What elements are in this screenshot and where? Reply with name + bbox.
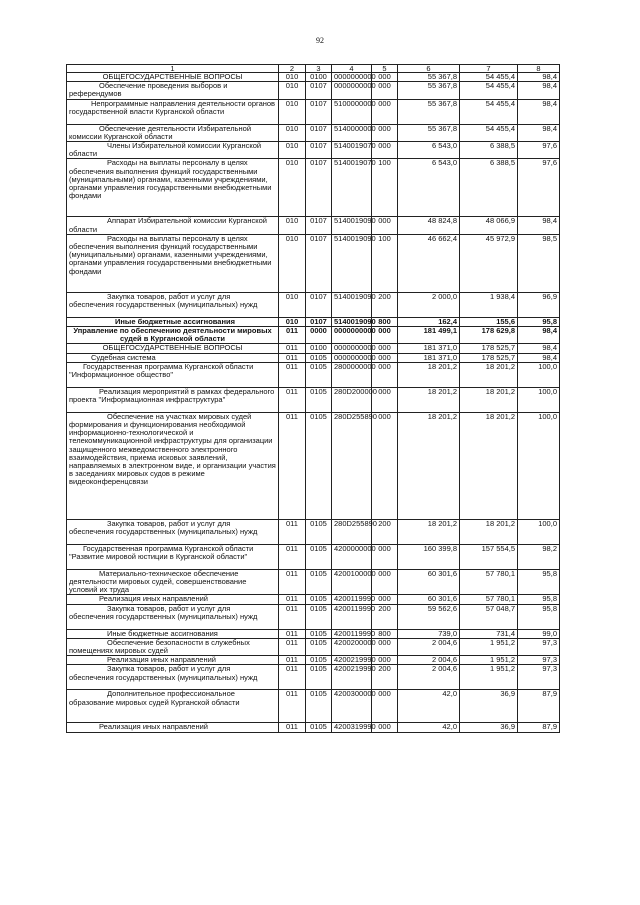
row-type-cell: 000 bbox=[372, 544, 398, 569]
table-row bbox=[67, 362, 560, 387]
row-plan-cell: 18 201,2 bbox=[398, 362, 460, 387]
row-target-cell: 0000000000 bbox=[332, 73, 372, 82]
row-type-cell: 000 bbox=[372, 82, 398, 99]
row-section-cell: 0107 bbox=[306, 124, 332, 141]
row-type-cell: 000 bbox=[372, 327, 398, 344]
row-percent-cell: 100,0 bbox=[518, 387, 560, 412]
table-row bbox=[67, 159, 560, 217]
row-percent-cell: 99,0 bbox=[518, 629, 560, 638]
row-section-cell: 0000 bbox=[306, 327, 332, 344]
row-actual-cell: 1 938,4 bbox=[460, 292, 518, 317]
row-section-cell: 0105 bbox=[306, 604, 332, 629]
row-target-cell: 4200200000 bbox=[332, 638, 372, 655]
row-target-cell: 4200100000 bbox=[332, 569, 372, 595]
row-plan-cell: 55 367,8 bbox=[398, 124, 460, 141]
page-number: 92 bbox=[316, 36, 324, 45]
row-plan-cell: 181 371,0 bbox=[398, 344, 460, 353]
table-row bbox=[67, 353, 560, 362]
table-row bbox=[67, 665, 560, 690]
table-row bbox=[67, 234, 560, 292]
column-header: 1 bbox=[67, 65, 279, 73]
row-type-cell: 000 bbox=[372, 73, 398, 82]
row-actual-cell: 36,9 bbox=[460, 723, 518, 732]
row-actual-cell: 18 201,2 bbox=[460, 412, 518, 519]
row-plan-cell: 739,0 bbox=[398, 629, 460, 638]
row-target-cell: 0000000000 bbox=[332, 344, 372, 353]
row-percent-cell: 98,5 bbox=[518, 234, 560, 292]
row-plan-cell: 46 662,4 bbox=[398, 234, 460, 292]
table-row bbox=[67, 292, 560, 317]
row-actual-cell: 54 455,4 bbox=[460, 124, 518, 141]
row-section-cell: 0105 bbox=[306, 723, 332, 732]
row-section-cell: 0105 bbox=[306, 665, 332, 690]
row-type-cell: 000 bbox=[372, 595, 398, 604]
row-name-cell: Обеспечение на участках мировых судей формирования и функционирования необходимой информационно-технологической и телекоммуникационной инфраструктуры для организации защищенного межведомственного электронного взаимодействия, приема исковых заявлений, направляемых в электронном виде, и организации участия в заседаниях мировых судов в режиме видеоконференцсвязи bbox=[67, 412, 279, 519]
row-plan-cell: 162,4 bbox=[398, 317, 460, 326]
row-target-cell: 2800000000 bbox=[332, 362, 372, 387]
row-actual-cell: 57 780,1 bbox=[460, 569, 518, 595]
table-row bbox=[67, 595, 560, 604]
row-section-cell: 0107 bbox=[306, 82, 332, 99]
row-actual-cell: 57 780,1 bbox=[460, 595, 518, 604]
row-percent-cell: 100,0 bbox=[518, 412, 560, 519]
row-percent-cell: 95,8 bbox=[518, 595, 560, 604]
row-code-cell: 011 bbox=[279, 544, 306, 569]
row-target-cell: 5140019090 bbox=[332, 292, 372, 317]
row-section-cell: 0100 bbox=[306, 73, 332, 82]
row-actual-cell: 155,6 bbox=[460, 317, 518, 326]
row-plan-cell: 18 201,2 bbox=[398, 387, 460, 412]
row-plan-cell: 160 399,8 bbox=[398, 544, 460, 569]
row-target-cell: 4200319990 bbox=[332, 723, 372, 732]
row-plan-cell: 55 367,8 bbox=[398, 73, 460, 82]
row-percent-cell: 98,4 bbox=[518, 217, 560, 234]
row-plan-cell: 42,0 bbox=[398, 723, 460, 732]
row-target-cell: 280D255890 bbox=[332, 412, 372, 519]
column-header: 4 bbox=[332, 65, 372, 73]
row-name-cell: Иные бюджетные ассигнования bbox=[67, 317, 279, 326]
row-code-cell: 010 bbox=[279, 124, 306, 141]
row-code-cell: 010 bbox=[279, 292, 306, 317]
row-type-cell: 200 bbox=[372, 519, 398, 544]
row-percent-cell: 95,8 bbox=[518, 317, 560, 326]
row-actual-cell: 6 388,5 bbox=[460, 142, 518, 159]
row-name-cell: Закупка товаров, работ и услуг для обеспечения государственных (муниципальных) нужд bbox=[67, 665, 279, 690]
row-name-cell: Реализация иных направлений bbox=[67, 595, 279, 604]
row-name-cell: ОБЩЕГОСУДАРСТВЕННЫЕ ВОПРОСЫ bbox=[67, 344, 279, 353]
row-code-cell: 011 bbox=[279, 656, 306, 665]
row-target-cell: 5140019090 bbox=[332, 317, 372, 326]
row-type-cell: 000 bbox=[372, 690, 398, 723]
row-name-cell: Обеспечение деятельности Избирательной комиссии Курганской области bbox=[67, 124, 279, 141]
row-code-cell: 011 bbox=[279, 387, 306, 412]
row-actual-cell: 48 066,9 bbox=[460, 217, 518, 234]
row-type-cell: 000 bbox=[372, 344, 398, 353]
row-name-cell: Иные бюджетные ассигнования bbox=[67, 629, 279, 638]
row-actual-cell: 18 201,2 bbox=[460, 362, 518, 387]
row-code-cell: 011 bbox=[279, 353, 306, 362]
table-row bbox=[67, 412, 560, 519]
table-row bbox=[67, 99, 560, 124]
row-percent-cell: 97,3 bbox=[518, 665, 560, 690]
row-section-cell: 0107 bbox=[306, 159, 332, 217]
row-percent-cell: 98,2 bbox=[518, 544, 560, 569]
table-row bbox=[67, 569, 560, 595]
row-actual-cell: 18 201,2 bbox=[460, 519, 518, 544]
row-code-cell: 011 bbox=[279, 690, 306, 723]
row-percent-cell: 98,4 bbox=[518, 99, 560, 124]
row-plan-cell: 18 201,2 bbox=[398, 412, 460, 519]
row-name-cell: Управление по обеспечению деятельности мировых судей в Курганской области bbox=[67, 327, 279, 344]
row-type-cell: 200 bbox=[372, 604, 398, 629]
row-type-cell: 000 bbox=[372, 142, 398, 159]
row-percent-cell: 97,6 bbox=[518, 159, 560, 217]
row-code-cell: 011 bbox=[279, 519, 306, 544]
row-percent-cell: 97,3 bbox=[518, 638, 560, 655]
row-section-cell: 0107 bbox=[306, 217, 332, 234]
row-code-cell: 011 bbox=[279, 638, 306, 655]
row-actual-cell: 6 388,5 bbox=[460, 159, 518, 217]
row-plan-cell: 59 562,6 bbox=[398, 604, 460, 629]
row-actual-cell: 1 951,2 bbox=[460, 665, 518, 690]
row-section-cell: 0107 bbox=[306, 99, 332, 124]
row-section-cell: 0105 bbox=[306, 690, 332, 723]
row-code-cell: 011 bbox=[279, 327, 306, 344]
row-target-cell: 4200119990 bbox=[332, 595, 372, 604]
row-target-cell: 4200219990 bbox=[332, 665, 372, 690]
row-type-cell: 100 bbox=[372, 234, 398, 292]
row-name-cell: Закупка товаров, работ и услуг для обеспечения государственных (муниципальных) нужд bbox=[67, 292, 279, 317]
table-row bbox=[67, 604, 560, 629]
row-type-cell: 200 bbox=[372, 665, 398, 690]
row-name-cell: Материально-техническое обеспечение деятельности мировых судей, совершенствование условий их труда bbox=[67, 569, 279, 595]
row-type-cell: 000 bbox=[372, 124, 398, 141]
row-target-cell: 5140019090 bbox=[332, 234, 372, 292]
row-percent-cell: 98,4 bbox=[518, 344, 560, 353]
row-target-cell: 0000000000 bbox=[332, 82, 372, 99]
row-actual-cell: 54 455,4 bbox=[460, 73, 518, 82]
row-target-cell: 280D255890 bbox=[332, 519, 372, 544]
row-target-cell: 4200219990 bbox=[332, 656, 372, 665]
row-section-cell: 0100 bbox=[306, 344, 332, 353]
row-plan-cell: 60 301,6 bbox=[398, 595, 460, 604]
row-actual-cell: 45 972,9 bbox=[460, 234, 518, 292]
column-header: 6 bbox=[398, 65, 460, 73]
row-code-cell: 011 bbox=[279, 629, 306, 638]
row-code-cell: 010 bbox=[279, 142, 306, 159]
row-section-cell: 0105 bbox=[306, 544, 332, 569]
row-code-cell: 011 bbox=[279, 595, 306, 604]
row-target-cell: 5100000000 bbox=[332, 99, 372, 124]
row-section-cell: 0107 bbox=[306, 142, 332, 159]
row-percent-cell: 100,0 bbox=[518, 362, 560, 387]
table-row bbox=[67, 142, 560, 159]
table-row bbox=[67, 544, 560, 569]
row-actual-cell: 1 951,2 bbox=[460, 638, 518, 655]
row-target-cell: 0000000000 bbox=[332, 353, 372, 362]
row-code-cell: 010 bbox=[279, 317, 306, 326]
row-section-cell: 0105 bbox=[306, 519, 332, 544]
row-actual-cell: 178 525,7 bbox=[460, 344, 518, 353]
row-code-cell: 011 bbox=[279, 723, 306, 732]
column-header: 8 bbox=[518, 65, 560, 73]
row-section-cell: 0105 bbox=[306, 595, 332, 604]
row-name-cell: Аппарат Избирательной комиссии Курганской области bbox=[67, 217, 279, 234]
row-section-cell: 0105 bbox=[306, 353, 332, 362]
row-plan-cell: 181 499,1 bbox=[398, 327, 460, 344]
table-row bbox=[67, 82, 560, 99]
row-percent-cell: 100,0 bbox=[518, 519, 560, 544]
row-code-cell: 011 bbox=[279, 604, 306, 629]
row-percent-cell: 97,3 bbox=[518, 656, 560, 665]
row-name-cell: Государственная программа Курганской области "Информационное общество" bbox=[67, 362, 279, 387]
row-actual-cell: 57 048,7 bbox=[460, 604, 518, 629]
row-percent-cell: 95,8 bbox=[518, 604, 560, 629]
row-percent-cell: 87,9 bbox=[518, 723, 560, 732]
row-target-cell: 5140019090 bbox=[332, 217, 372, 234]
row-plan-cell: 2 004,6 bbox=[398, 656, 460, 665]
row-actual-cell: 54 455,4 bbox=[460, 99, 518, 124]
row-code-cell: 010 bbox=[279, 217, 306, 234]
row-name-cell: Дополнительное профессиональное образование мировых судей Курганской области bbox=[67, 690, 279, 723]
table-row bbox=[67, 690, 560, 723]
row-plan-cell: 2 004,6 bbox=[398, 638, 460, 655]
row-percent-cell: 87,9 bbox=[518, 690, 560, 723]
table-body bbox=[67, 73, 560, 733]
row-target-cell: 5140019070 bbox=[332, 159, 372, 217]
row-percent-cell: 98,4 bbox=[518, 82, 560, 99]
row-name-cell: Обеспечение безопасности в служебных помещениях мировых судей bbox=[67, 638, 279, 655]
row-type-cell: 000 bbox=[372, 656, 398, 665]
row-target-cell: 5140000000 bbox=[332, 124, 372, 141]
row-plan-cell: 42,0 bbox=[398, 690, 460, 723]
row-type-cell: 000 bbox=[372, 353, 398, 362]
row-target-cell: 4200000000 bbox=[332, 544, 372, 569]
row-name-cell: Реализация иных направлений bbox=[67, 723, 279, 732]
row-name-cell: Непрограммные направления деятельности органов государственной власти Курганской области bbox=[67, 99, 279, 124]
row-type-cell: 000 bbox=[372, 569, 398, 595]
row-plan-cell: 6 543,0 bbox=[398, 142, 460, 159]
row-type-cell: 100 bbox=[372, 159, 398, 217]
row-type-cell: 000 bbox=[372, 99, 398, 124]
row-type-cell: 000 bbox=[372, 362, 398, 387]
row-code-cell: 011 bbox=[279, 362, 306, 387]
column-header: 3 bbox=[306, 65, 332, 73]
row-plan-cell: 18 201,2 bbox=[398, 519, 460, 544]
column-header: 7 bbox=[460, 65, 518, 73]
row-target-cell: 0000000000 bbox=[332, 327, 372, 344]
budget-table bbox=[66, 64, 560, 733]
table-row bbox=[67, 217, 560, 234]
row-actual-cell: 178 525,7 bbox=[460, 353, 518, 362]
table-row bbox=[67, 344, 560, 353]
row-type-cell: 000 bbox=[372, 217, 398, 234]
row-code-cell: 011 bbox=[279, 344, 306, 353]
row-percent-cell: 96,9 bbox=[518, 292, 560, 317]
row-plan-cell: 60 301,6 bbox=[398, 569, 460, 595]
row-type-cell: 000 bbox=[372, 387, 398, 412]
row-section-cell: 0107 bbox=[306, 317, 332, 326]
row-actual-cell: 157 554,5 bbox=[460, 544, 518, 569]
table-row bbox=[67, 327, 560, 344]
row-actual-cell: 1 951,2 bbox=[460, 656, 518, 665]
row-section-cell: 0105 bbox=[306, 629, 332, 638]
row-section-cell: 0107 bbox=[306, 234, 332, 292]
row-section-cell: 0105 bbox=[306, 362, 332, 387]
row-code-cell: 010 bbox=[279, 99, 306, 124]
column-header: 2 bbox=[279, 65, 306, 73]
row-plan-cell: 55 367,8 bbox=[398, 82, 460, 99]
row-type-cell: 800 bbox=[372, 317, 398, 326]
row-section-cell: 0105 bbox=[306, 656, 332, 665]
row-actual-cell: 18 201,2 bbox=[460, 387, 518, 412]
row-plan-cell: 2 004,6 bbox=[398, 665, 460, 690]
row-plan-cell: 6 543,0 bbox=[398, 159, 460, 217]
row-name-cell: Члены Избирательной комиссии Курганской области bbox=[67, 142, 279, 159]
row-type-cell: 000 bbox=[372, 412, 398, 519]
row-actual-cell: 178 629,8 bbox=[460, 327, 518, 344]
row-actual-cell: 54 455,4 bbox=[460, 82, 518, 99]
row-target-cell: 4200119990 bbox=[332, 629, 372, 638]
row-section-cell: 0105 bbox=[306, 387, 332, 412]
row-target-cell: 4200119990 bbox=[332, 604, 372, 629]
row-name-cell: Расходы на выплаты персоналу в целях обеспечения выполнения функций государственными (муниципальными) органами, казенными учреждениями, органами управления государственными внебюджетными фондами bbox=[67, 159, 279, 217]
row-percent-cell: 98,4 bbox=[518, 327, 560, 344]
row-code-cell: 011 bbox=[279, 665, 306, 690]
table-row bbox=[67, 387, 560, 412]
row-name-cell: ОБЩЕГОСУДАРСТВЕННЫЕ ВОПРОСЫ bbox=[67, 73, 279, 82]
table-row bbox=[67, 638, 560, 655]
row-percent-cell: 97,6 bbox=[518, 142, 560, 159]
row-actual-cell: 36,9 bbox=[460, 690, 518, 723]
table-row bbox=[67, 723, 560, 732]
row-target-cell: 280D200000 bbox=[332, 387, 372, 412]
row-plan-cell: 2 000,0 bbox=[398, 292, 460, 317]
row-percent-cell: 98,4 bbox=[518, 73, 560, 82]
table-row bbox=[67, 519, 560, 544]
row-plan-cell: 55 367,8 bbox=[398, 99, 460, 124]
row-actual-cell: 731,4 bbox=[460, 629, 518, 638]
row-section-cell: 0105 bbox=[306, 638, 332, 655]
row-name-cell: Закупка товаров, работ и услуг для обеспечения государственных (муниципальных) нужд bbox=[67, 604, 279, 629]
row-name-cell: Расходы на выплаты персоналу в целях обеспечения выполнения функций государственными (муниципальными) органами, казенными учреждениями, органами управления государственными внебюджетными фондами bbox=[67, 234, 279, 292]
row-code-cell: 011 bbox=[279, 569, 306, 595]
row-percent-cell: 98,4 bbox=[518, 353, 560, 362]
row-name-cell: Реализация мероприятий в рамках федерального проекта "Информационная инфраструктура" bbox=[67, 387, 279, 412]
row-name-cell: Судебная система bbox=[67, 353, 279, 362]
row-target-cell: 5140019070 bbox=[332, 142, 372, 159]
row-code-cell: 010 bbox=[279, 73, 306, 82]
row-plan-cell: 181 371,0 bbox=[398, 353, 460, 362]
table-row bbox=[67, 629, 560, 638]
row-name-cell: Обеспечение проведения выборов и референдумов bbox=[67, 82, 279, 99]
row-name-cell: Реализация иных направлений bbox=[67, 656, 279, 665]
table-row bbox=[67, 124, 560, 141]
row-name-cell: Закупка товаров, работ и услуг для обеспечения государственных (муниципальных) нужд bbox=[67, 519, 279, 544]
row-plan-cell: 48 824,8 bbox=[398, 217, 460, 234]
row-type-cell: 000 bbox=[372, 638, 398, 655]
row-section-cell: 0105 bbox=[306, 569, 332, 595]
row-type-cell: 200 bbox=[372, 292, 398, 317]
row-code-cell: 010 bbox=[279, 234, 306, 292]
row-target-cell: 4200300000 bbox=[332, 690, 372, 723]
row-percent-cell: 98,4 bbox=[518, 124, 560, 141]
row-name-cell: Государственная программа Курганской области "Развитие мировой юстиции в Курганской области" bbox=[67, 544, 279, 569]
row-percent-cell: 95,8 bbox=[518, 569, 560, 595]
row-section-cell: 0105 bbox=[306, 412, 332, 519]
row-code-cell: 011 bbox=[279, 412, 306, 519]
row-type-cell: 000 bbox=[372, 723, 398, 732]
row-code-cell: 010 bbox=[279, 82, 306, 99]
row-type-cell: 800 bbox=[372, 629, 398, 638]
column-header: 5 bbox=[372, 65, 398, 73]
row-section-cell: 0107 bbox=[306, 292, 332, 317]
row-code-cell: 010 bbox=[279, 159, 306, 217]
